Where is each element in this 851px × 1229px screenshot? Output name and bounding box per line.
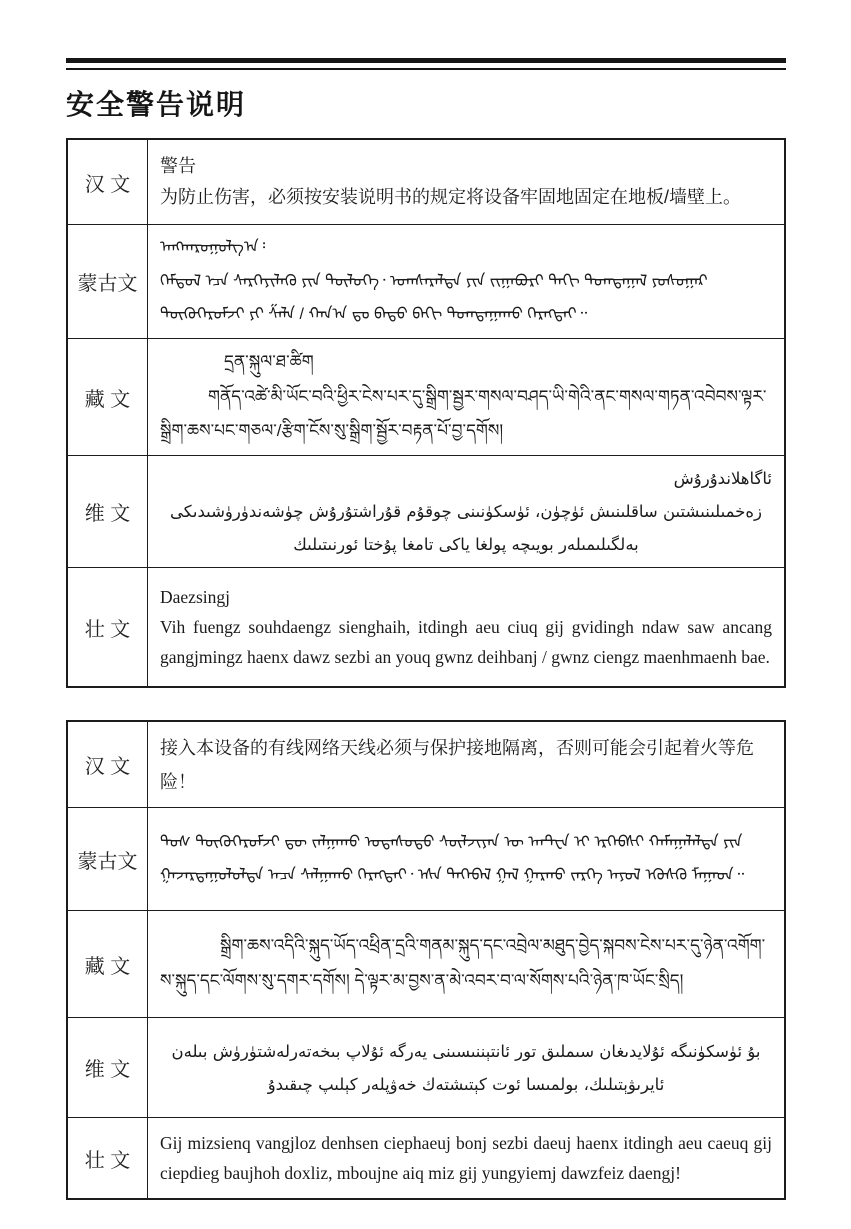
warning-body: ᠲᠤᠰ ᠲᠥᠬᠥᠭᠡᠷᠦᠮᠵᠢ ᠳᠦ ᠵᠠᠯᠭᠠᠬᠤ ᠤᠲᠠᠰᠤᠲᠤ ᠰᠦᠯᠵᠢᠶᠡᠨ ᠦ ᠠᠨᠲ᠋ᠧᠨ ᠢ ᠡᠷᠬᠡᠪᠰᠢ ᠬᠠᠮᠠᠭᠠᠯᠠᠯᠲᠠ ᠶᠢᠨ ᠭᠠᠵᠠᠷᠳᠠᠭᠤᠯᠤᠯᠲᠠ ᠠᠴᠠ ᠰᠠᠯᠭᠠᠬᠤ ᠬᠡᠷᠡᠭᠲᠡᠢ᠂ ᠡᠰᠡ ᠲᠡᠭᠡᠪᠡᠯ ᠭᠠᠯ ᠭᠠᠷᠬᠤ ᠵᠡᠷᠭᠡ ᠠᠶᠤᠯ ᠡᠭᠦᠰᠬᠦ ᠮᠠᠭᠠᠳ᠃ <box>160 833 745 885</box>
language-label: 汉 文 <box>68 722 148 807</box>
warning-content <box>148 225 784 338</box>
language-label: 壮 文 <box>68 1118 148 1198</box>
warning-body: بۇ ئۈسكۈنىگە ئۇلايدىغان سىملىق تور ئانتېننىسىنى يەرگە ئۇلاپ بىخەتەرلەشتۈرۈش بىلەن ئايرىۋېتىلىك، بولمىسا ئوت كېتىشتەك خەۋپلەر كېلىپ چىقىدۇ <box>171 1041 761 1094</box>
warning-heading: Daezsingj <box>160 587 230 608</box>
warning-content <box>148 722 784 807</box>
warning-body: སྒྲིག་ཆས་འདིའི་སྐུད་ཡོད་འཕྲིན་དྲའི་གནམ་སྐུད་དང་འབྲེལ་མཐུད་བྱེད་སྐབས་ངེས་པར་དུ་ཉེན་འགོག་ས་སྐུད་དང་ལོགས་སུ་དགར་དགོས། དེ་ལྟར་མ་བྱས་ན་མེ་འབར་བ་ལ་སོགས་པའི་ཉེན་ཁ་ཡོང་སྲིད། <box>160 936 766 991</box>
header-rule <box>66 58 786 70</box>
language-label: 壮 文 <box>68 568 148 686</box>
warning-content <box>148 911 784 1017</box>
table-row-tibetan <box>68 910 784 1017</box>
warning-body: Gij mizsienq vangjloz denhsen ciephaeuj bonj sezbi daeuj haenx itdingh aeu caeuq gij ciepdieg baujhoh doxliz, mboujne aiq miz gij yungyiemj dawzfeiz daengj! <box>160 1133 772 1184</box>
warning-body: زەخمىلىنىشتىن ساقلىنىش ئۈچۈن، ئۈسكۈنىنى چوقۇم قۇراشتۇرۇش چۈشەندۈرۈشىدىكى بەلگىلىمىلەر بويىچە پولغا ياكى تامغا پۇختا ئورنىتىلىك <box>170 502 762 555</box>
warning-heading: དྲན་སྐུལ་ཐ་ཚིག <box>224 351 314 371</box>
warning-body: Vih fuengz souhdaengz sienghaih, itdingh aeu ciuq gij gvidingh ndaw saw ancang gangjmingz haenx dawz sezbi an youq gwnz deihbanj / gwnz ciengz maenhmaenh bae. <box>160 617 772 668</box>
table-row-uyghur <box>68 1017 784 1117</box>
warning-content <box>148 140 784 224</box>
table-row-chinese <box>68 140 784 224</box>
table-row-mongolian <box>68 224 784 338</box>
warning-content <box>148 568 784 686</box>
table-row-zhuang <box>68 567 784 686</box>
language-label: 藏 文 <box>68 911 148 1017</box>
warning-body: 为防止伤害，必须按安装说明书的规定将设备牢固地固定在地板/墙壁上。 <box>160 186 741 207</box>
language-label: 汉 文 <box>68 140 148 224</box>
language-label: 藏 文 <box>68 339 148 456</box>
table-row-zhuang <box>68 1117 784 1198</box>
warning-body: གནོད་འཚེ་མི་ཡོང་བའི་ཕྱིར་ངེས་པར་དུ་སྒྲིག་སྦྱར་གསལ་བཤད་ཡི་གེའི་ནང་གསལ་གཏན་འབེབས་ལྟར་སྒྲིག་ཆས་པང་གཅལ་/རྩིག་ངོས་སུ་སྒྲིག་སྦྱོར་བརྟན་པོ་བྱ་དགོས། <box>160 386 767 441</box>
warning-body: ᠭᠡᠮᠲᠦᠯ ᠡᠴᠡ ᠰᠡᠷᠭᠡᠶᠢᠯᠡᠬᠦ ᠶᠢᠨ ᠲᠥᠯᠥᠭᠡ᠂ ᠤᠭᠰᠠᠷᠠᠯᠲᠠ ᠶᠢᠨ ᠵᠢᠭᠠᠪᠤᠷᠢ ᠳᠠᠬᠢ ᠲᠣᠭᠲᠠᠭᠠᠯ ᠶᠣᠰᠣᠭᠠᠷ ᠲᠥᠬᠥᠭᠡᠷᠦᠮᠵᠢ ᠶᠢ ᠱᠠᠯᠠ / ᠬᠠᠨ᠎ᠠ ᠳᠤ ᠪᠠᠲᠤ ᠪᠡᠬᠢ ᠲᠣᠭᠲᠠᠭᠠᠬᠤ ᠬᠡᠷᠡᠭᠲᠡᠢ᠃ <box>160 272 708 324</box>
warning-content <box>148 456 784 567</box>
language-label: 维 文 <box>68 1018 148 1117</box>
language-label: 维 文 <box>68 456 148 567</box>
language-label: 蒙古文 <box>68 225 148 338</box>
table-row-uyghur <box>68 455 784 567</box>
warning-content <box>148 339 784 456</box>
safety-warning-table-1 <box>66 138 786 688</box>
warning-heading: ᠠᠩᠬᠠᠷᠤᠭᠤᠯᠭ᠎ᠠ᠄ <box>160 239 266 256</box>
warning-heading: 警告 <box>160 155 196 176</box>
language-label: 蒙古文 <box>68 808 148 910</box>
table-row-mongolian <box>68 807 784 910</box>
page-title: 安全警告说明 <box>66 89 247 120</box>
warning-content <box>148 808 784 910</box>
warning-content <box>148 1018 784 1117</box>
table-row-tibetan <box>68 338 784 456</box>
warning-content <box>148 1118 784 1198</box>
warning-body: 接入本设备的有线网络天线必须与保护接地隔离，否则可能会引起着火等危险！ <box>160 737 754 792</box>
table-row-chinese <box>68 722 784 807</box>
safety-warning-table-2 <box>66 720 786 1200</box>
warning-heading: ئاگاھلاندۇرۇش <box>673 469 772 489</box>
